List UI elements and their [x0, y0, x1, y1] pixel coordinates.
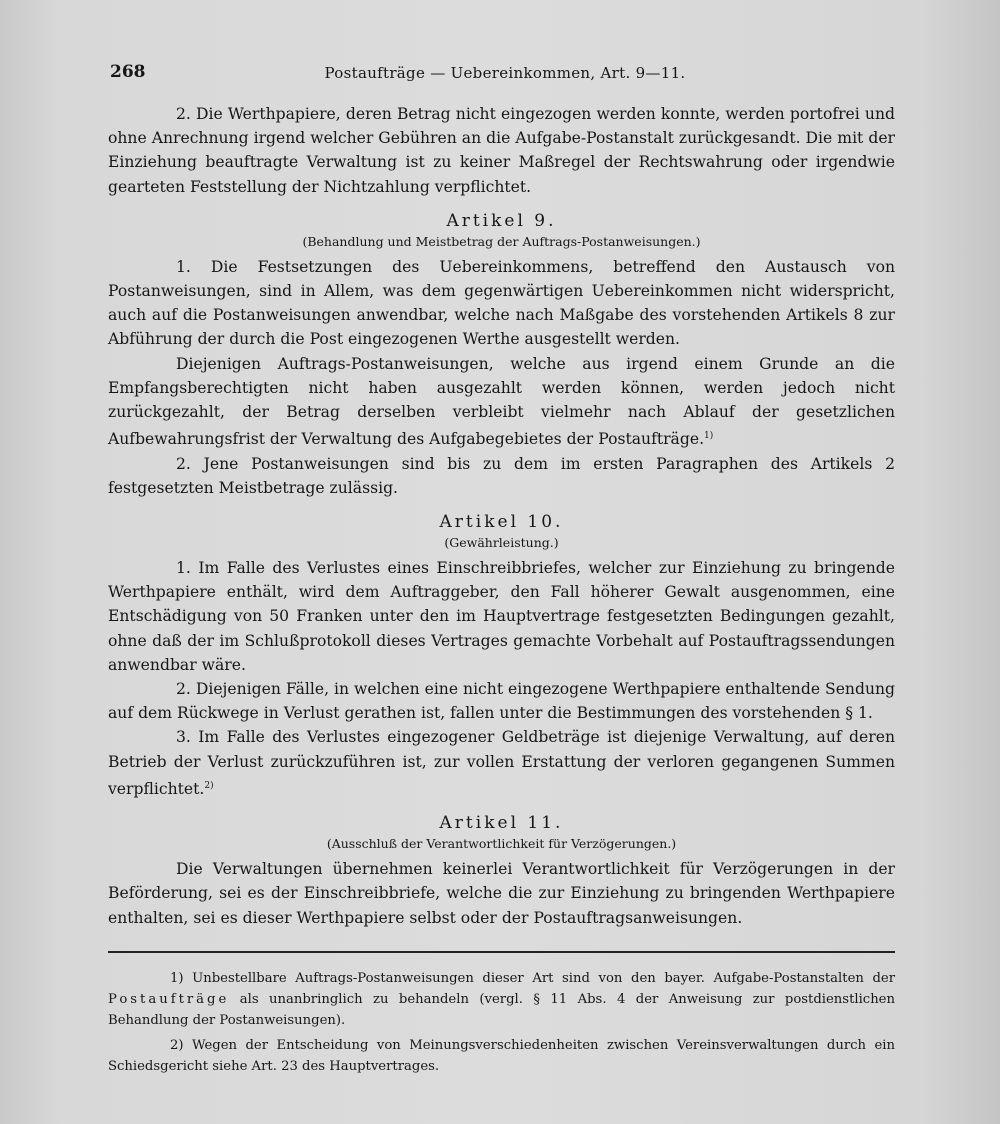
footnote-2: 2) Wegen der Entscheidung von Meinungsverschiedenheiten zwischen Vereinsverwaltungen durch ein Schiedsgericht siehe Art. 23 des Hauptvertrages.: [108, 1038, 895, 1074]
footnotes: [108, 968, 895, 1081]
paragraph: 2. Die Werthpapiere, deren Betrag nicht eingezogen werden konnte, werden portofrei und ohne Anrechnung irgend welcher Gebühren an die Aufgabe-Postanstalt zurückgesandt. Die mit der Einziehung beauftragte Verwaltung ist zu keiner Maßregel der Rechtswahrung oder irgendwie gearteten Feststellung der Nichtzahlung verpflichtet.: [108, 105, 895, 196]
footnote-text: als unanbringlich zu behandeln (vergl. § 11 Abs. 4 der Anweisung zur postdienstlichen Behandlung der Postanweisungen).: [108, 992, 895, 1028]
paragraph: 1. Im Falle des Verlustes eines Einschreibbriefes, welcher zur Einziehung zu bringende Werthpapiere enthält, wird dem Auftraggeber, den Fall höherer Gewalt ausgenommen, eine Entschädigung von 50 Franken unter den im Hauptvertrage festgesetzten Bedingungen gezahlt, ohne daß der im Schlußprotokoll dieses Vertrages gemachte Vorbehalt auf Postauftragssendungen anwendbar wäre.: [108, 559, 895, 674]
running-title: Postaufträge — Uebereinkommen, Art. 9—11.: [324, 64, 686, 82]
paragraph-text: Diejenigen Auftrags-Postanweisungen, welche aus irgend einem Grunde an die Empfangsberechtigten nicht haben ausgezahlt werden können, werden jedoch nicht zurückgezahlt, der Betrag derselben verbleibt vielmehr nach Ablauf der gesetzlichen Aufbewahrungsfrist der Verwaltung des Aufgabegebietes der Postaufträge.: [108, 354, 895, 449]
footnote-text: 1) Unbestellbare Auftrags-Postanweisungen dieser Art sind von den bayer. Aufgabe-Postanstalten der: [170, 971, 895, 986]
paragraph: Die Verwaltungen übernehmen keinerlei Verantwortlichkeit für Verzögerungen in der Beförderung, sei es der Einschreibbriefe, welche die zur Einziehung zu bringenden Werthpapiere enthalten, sei es dieser Werthpapiere selbst oder der Postauftragsanweisungen.: [108, 860, 895, 927]
paragraph: 2. Jene Postanweisungen sind bis zu dem im ersten Paragraphen des Artikels 2 festgesetzten Meistbetrage zulässig.: [108, 454, 895, 497]
footnote-ref: 2): [204, 780, 214, 791]
article-11-title: Artikel 11.: [439, 813, 564, 834]
footnote-divider: [108, 951, 895, 953]
footnote-1: [108, 968, 895, 1031]
footnote-emphasis: Postaufträge: [108, 992, 230, 1007]
article-9-title: Artikel 9.: [446, 210, 557, 231]
article-10-title: Artikel 10.: [439, 512, 564, 533]
paragraph: [108, 352, 895, 452]
main-text: [108, 102, 895, 930]
article-11-subtitle: (Ausschluß der Verantwortlichkeit für Verzögerungen.): [326, 836, 677, 852]
page-number: 268: [110, 62, 146, 82]
paragraph: 1. Die Festsetzungen des Uebereinkommens, betreffend den Austausch von Postanweisungen, sind in Allem, was dem gegenwärtigen Uebereinkommen nicht widerspricht, auch auf die Postanweisungen anwendbar, welche nach Maßgabe des vorstehenden Artikels 8 zur Abführung der durch die Post eingezogenen Werthe ausgestellt werden.: [108, 257, 895, 349]
footnote-ref: 1): [704, 431, 714, 442]
article-10-subtitle: (Gewährleistung.): [444, 535, 559, 551]
paragraph: [108, 725, 895, 801]
article-9-subtitle: (Behandlung und Meistbetrag der Auftrags-Postanweisungen.): [302, 233, 701, 249]
paragraph-text: 3. Im Falle des Verlustes eingezogener Geldbeträge ist diejenige Verwaltung, auf deren Betrieb der Verlust zurückzuführen ist, zur vollen Erstattung der verloren gegangenen Summen verpflichtet.: [108, 728, 895, 799]
paragraph: 2. Diejenigen Fälle, in welchen eine nicht eingezogene Werthpapiere enthaltende Sendung auf dem Rückwege in Verlust gerathen ist, fallen unter die Bestimmungen des vorstehenden § 1.: [108, 680, 896, 723]
page-header: [110, 62, 900, 86]
